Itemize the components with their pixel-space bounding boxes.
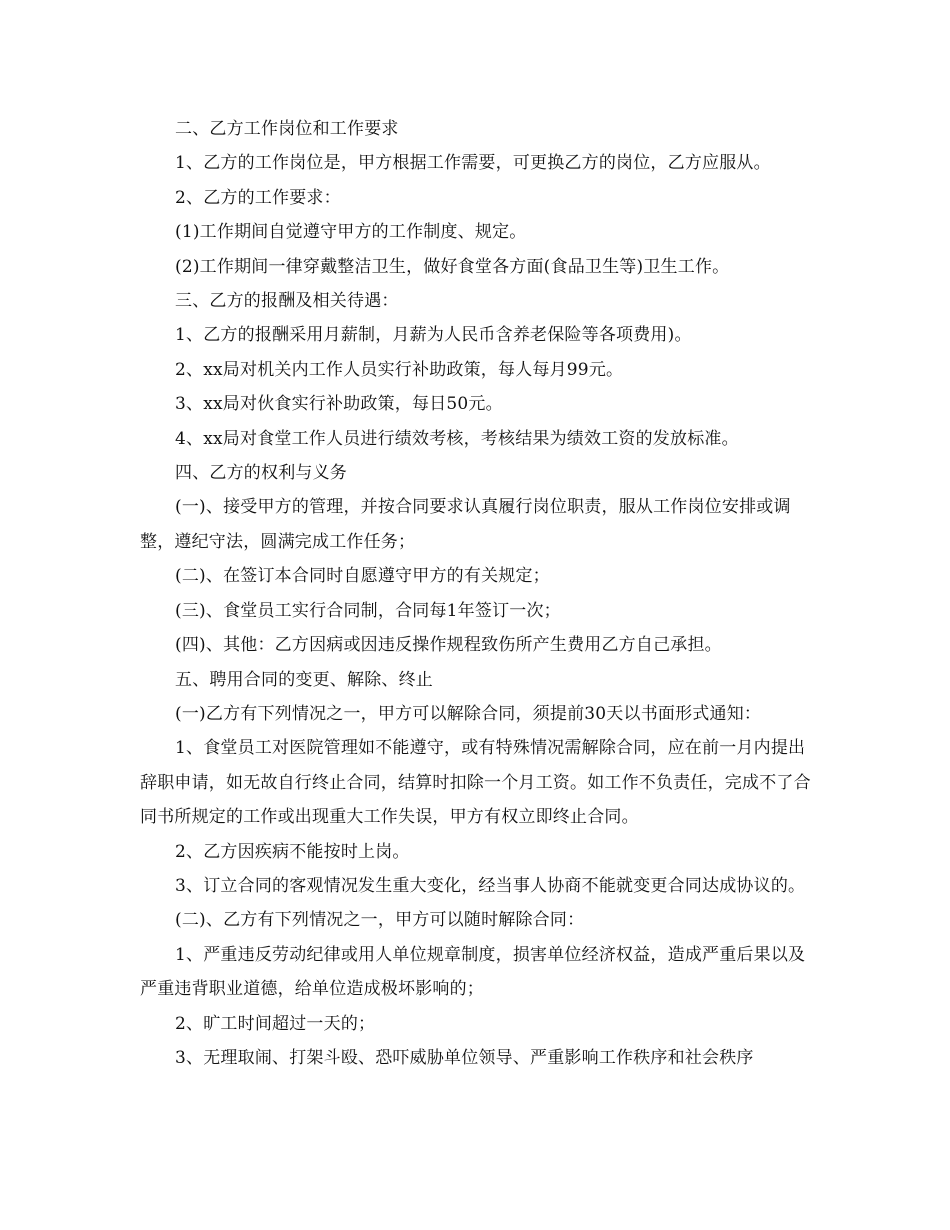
clause-paragraph: (2)工作期间一律穿戴整洁卫生，做好食堂各方面(食品卫生等)卫生工作。: [175, 256, 730, 277]
clause-paragraph: 3、xx局对伙食实行补助政策，每日50元。: [175, 394, 503, 415]
clause-paragraph: 2、乙方因疾病不能按时上岗。: [175, 841, 410, 862]
clause-paragraph: 2、旷工时间超过一天的；: [175, 1013, 376, 1034]
clause-paragraph: 2、xx局对机关内工作人员实行补助政策，每人每月99元。: [175, 359, 624, 380]
section-heading-rights-duties: 四、乙方的权利与义务: [175, 463, 347, 484]
clause-paragraph: 2、乙方的工作要求：: [175, 187, 341, 208]
clause-paragraph: (三)、食堂员工实行合同制，合同每1年签订一次；: [175, 600, 561, 621]
clause-paragraph: (一)乙方有下列情况之一，甲方可以解除合同，须提前30天以书面形式通知：: [175, 703, 762, 724]
section-heading-contract-changes: 五、聘用合同的变更、解除、终止: [175, 669, 433, 690]
contract-text-body: [140, 112, 820, 1075]
clause-paragraph: (二)、在签订本合同时自愿遵守甲方的有关规定；: [175, 566, 550, 587]
section-heading-compensation: 三、乙方的报酬及相关待遇：: [175, 291, 399, 312]
clause-paragraph: (四)、其他：乙方因病或因违反操作规程致伤所产生费用乙方自己承担。: [175, 635, 722, 656]
clause-paragraph: (一)、接受甲方的管理，并按合同要求认真履行岗位职责，服从工作岗位安排或调整，遵纪守法，圆满完成工作任务；: [140, 497, 791, 552]
clause-paragraph: 3、无理取闹、打架斗殴、恐吓威胁单位领导、严重影响工作秩序和社会秩序: [175, 1047, 754, 1068]
clause-paragraph: (二)、乙方有下列情况之一，甲方可以随时解除合同：: [175, 910, 585, 931]
clause-paragraph: 1、乙方的工作岗位是，甲方根据工作需要，可更换乙方的岗位，乙方应服从。: [175, 153, 771, 174]
section-heading-job-requirements: 二、乙方工作岗位和工作要求: [175, 119, 399, 139]
clause-paragraph: 4、xx局对食堂工作人员进行绩效考核，考核结果为绩效工资的发放标准。: [175, 428, 739, 449]
clause-paragraph: (1)工作期间自觉遵守甲方的工作制度、规定。: [175, 222, 527, 243]
clause-paragraph: 1、严重违反劳动纪律或用人单位规章制度，损害单位经济权益，造成严重后果以及严重违背职业道德，给单位造成极坏影响的；: [140, 944, 806, 1000]
clause-paragraph: 1、乙方的报酬采用月薪制，月薪为人民币含养老保险等各项费用)。: [175, 325, 692, 346]
clause-paragraph: 3、订立合同的客观情况发生重大变化，经当事人协商不能就变更合同达成协议的。: [175, 875, 806, 896]
clause-paragraph: 1、食堂员工对医院管理如不能遵守，或有特殊情况需解除合同，应在前一月内提出辞职申请，如无故自行终止合同，结算时扣除一个月工资。如工作不负责任，完成不了合同书所规定的工作或出现重大工作失误，甲方有权立即终止合同。: [140, 738, 811, 828]
